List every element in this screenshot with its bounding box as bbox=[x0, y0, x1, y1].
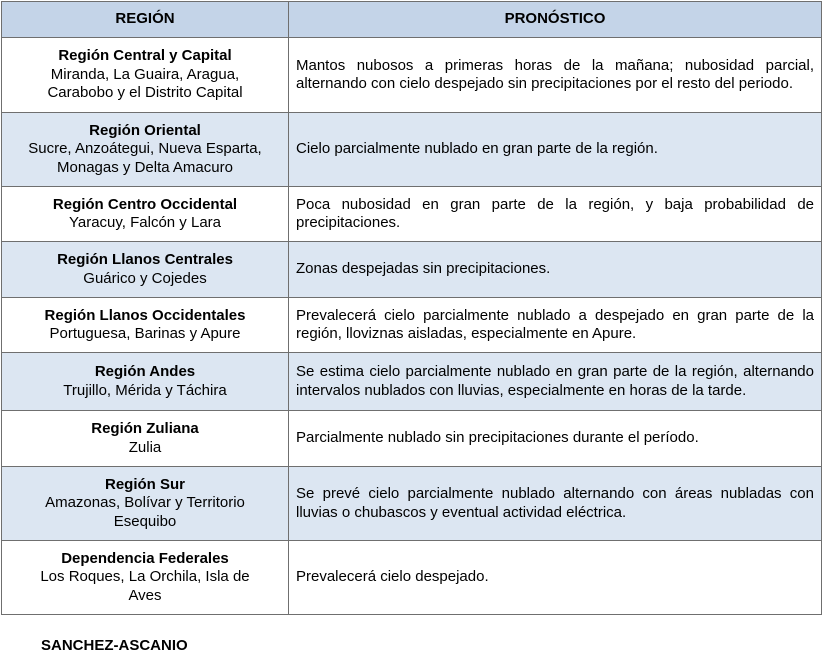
region-states: Miranda, La Guaira, Aragua, Carabobo y el Distrito Capital bbox=[47, 65, 243, 102]
forecast-cell: Se estima cielo parcialmente nublado en gran parte de la región, alternando intervalos nublados con lluvias, especialmente en horas de la tarde. bbox=[289, 353, 822, 411]
region-states: Portuguesa, Barinas y Apure bbox=[49, 325, 241, 342]
table-row bbox=[2, 411, 822, 467]
region-name: Región Llanos Occidentales bbox=[44, 306, 246, 324]
author-signature: SANCHEZ-ASCANIO bbox=[41, 637, 188, 654]
region-states: Guárico y Cojedes bbox=[83, 269, 207, 287]
forecast-cell: Cielo parcialmente nublado en gran parte de la región. bbox=[289, 113, 822, 187]
region-name: Región Andes bbox=[94, 363, 196, 380]
region-states: Trujillo, Mérida y Táchira bbox=[63, 381, 227, 399]
region-name: Región Llanos Centrales bbox=[57, 251, 233, 268]
region-cell bbox=[2, 113, 289, 187]
region-cell bbox=[2, 353, 289, 411]
region-cell bbox=[2, 467, 289, 541]
region-cell bbox=[2, 541, 289, 615]
region-name: Dependencia Federales bbox=[61, 549, 229, 567]
region-cell bbox=[2, 242, 289, 298]
forecast-cell: Prevalecerá cielo despejado. bbox=[289, 541, 822, 615]
region-states: Sucre, Anzoátegui, Nueva Esparta, Monagas y Delta Amacuro bbox=[28, 140, 262, 176]
region-name: Región Zuliana bbox=[91, 420, 199, 437]
forecast-cell: Prevalecerá cielo parcialmente nublado a despejado en gran parte de la región, lloviznas aisladas, especialmente en Apure. bbox=[289, 298, 822, 353]
table-header-row bbox=[2, 2, 822, 38]
region-states: Los Roques, La Orchila, Isla de Aves bbox=[40, 568, 250, 604]
forecast-cell: Mantos nubosos a primeras horas de la mañana; nubosidad parcial, alternando con cielo despejado sin precipitaciones por el resto del periodo. bbox=[289, 38, 822, 113]
forecast-cell: Se prevé cielo parcialmente nublado alternando con áreas nubladas con lluvias o chubascos y eventual actividad eléctrica. bbox=[289, 467, 822, 541]
region-name: Región Sur bbox=[104, 475, 185, 493]
table-row bbox=[2, 187, 822, 242]
region-states: Amazonas, Bolívar y Territorio Esequibo bbox=[45, 494, 245, 530]
region-states: Yaracuy, Falcón y Lara bbox=[68, 214, 221, 231]
region-name: Región Centro Occidental bbox=[52, 195, 238, 213]
table-row bbox=[2, 541, 822, 615]
forecast-table bbox=[1, 1, 822, 615]
region-cell bbox=[2, 411, 289, 467]
region-cell bbox=[2, 38, 289, 113]
region-name: Región Central y Capital bbox=[58, 47, 232, 65]
region-cell bbox=[2, 187, 289, 242]
table-row bbox=[2, 242, 822, 298]
header-forecast: PRONÓSTICO bbox=[289, 2, 822, 38]
table-row bbox=[2, 298, 822, 353]
region-name: Región Oriental bbox=[89, 121, 201, 139]
table-row bbox=[2, 113, 822, 187]
region-cell bbox=[2, 298, 289, 353]
header-region: REGIÓN bbox=[2, 2, 289, 38]
table-row bbox=[2, 38, 822, 113]
forecast-cell: Parcialmente nublado sin precipitaciones durante el período. bbox=[289, 411, 822, 467]
table-row bbox=[2, 467, 822, 541]
region-states: Zulia bbox=[128, 438, 162, 456]
table-row bbox=[2, 353, 822, 411]
forecast-cell: Zonas despejadas sin precipitaciones. bbox=[289, 242, 822, 298]
forecast-cell: Poca nubosidad en gran parte de la región, y baja probabilidad de precipitaciones. bbox=[289, 187, 822, 242]
